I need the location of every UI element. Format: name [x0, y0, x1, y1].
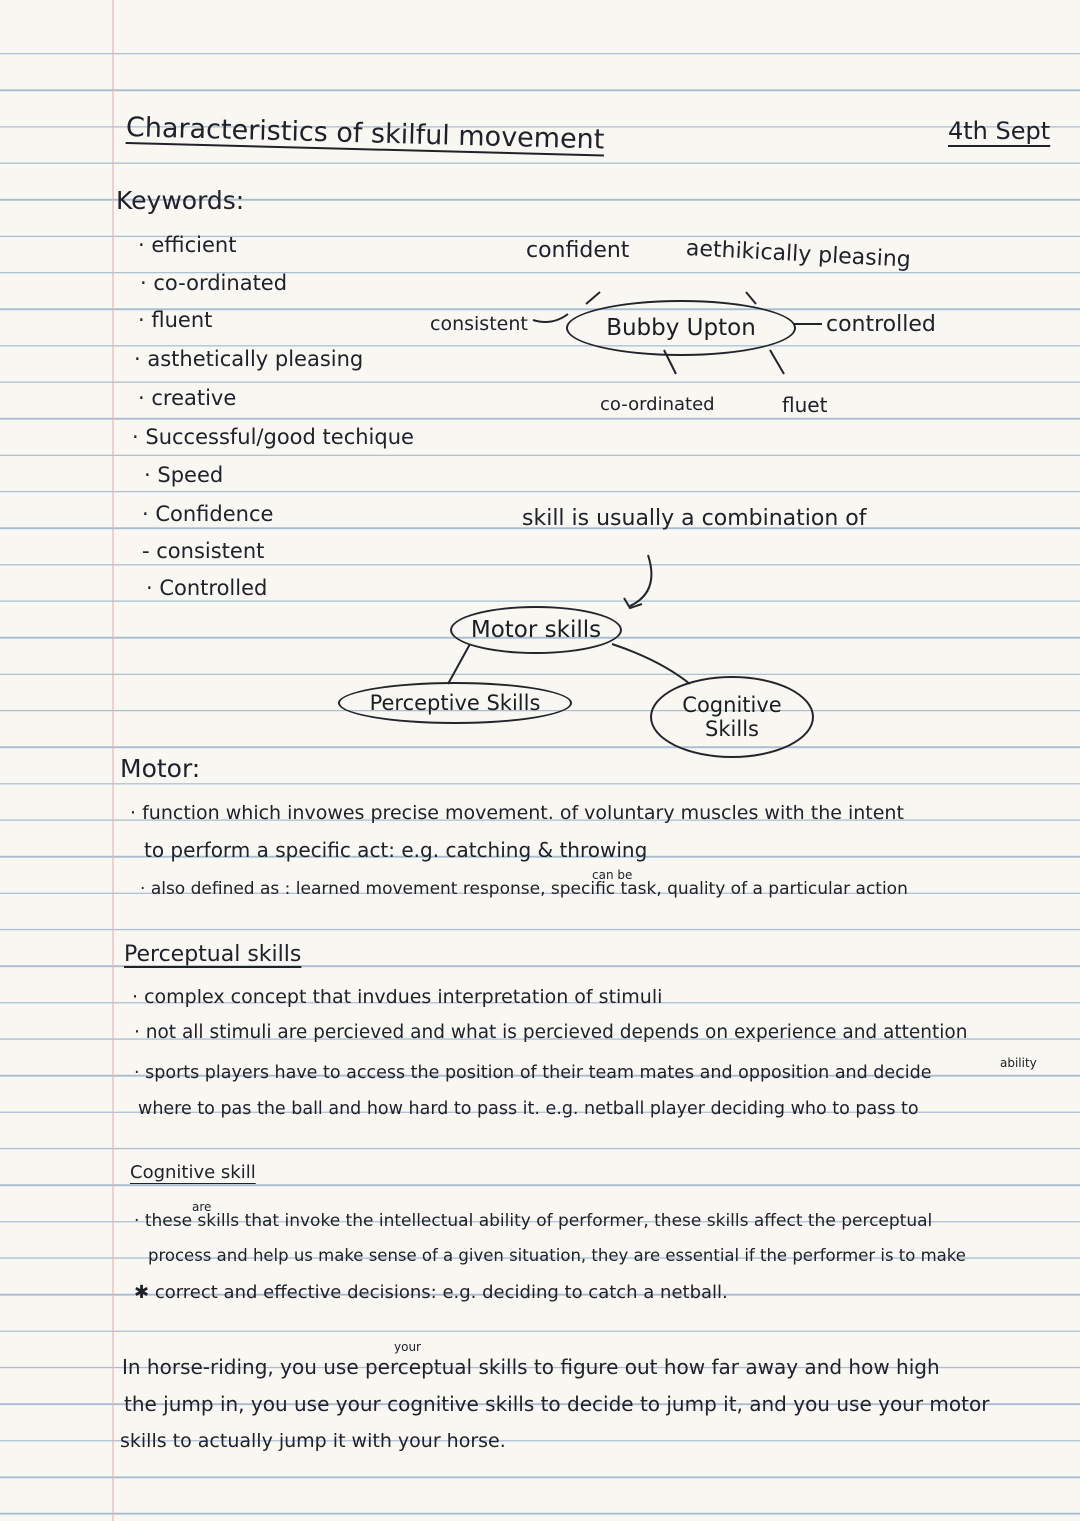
cognitive-line-3: ✱ correct and effective decisions: e.g. deciding to catch a netball. [134, 1282, 728, 1303]
mindmap-center-bubble [566, 300, 796, 356]
mindmap-aesthetic: aethikically pleasing [685, 236, 912, 273]
cognitive-note: are [192, 1200, 212, 1214]
mindmap-fluent: fluet [782, 393, 828, 417]
keyword-item: · Confidence [142, 502, 274, 526]
mindmap-consistent: consistent [430, 313, 528, 335]
keyword-item: · creative [138, 386, 237, 410]
motor-skills-label: Motor skills [470, 617, 602, 643]
horse-line-2: the jump in, you use your cognitive skills to decide to jump it, and you use your motor [124, 1392, 990, 1416]
cognitive-skills-bubble [650, 676, 814, 758]
motor-note: can be [592, 868, 633, 882]
keyword-item: · Controlled [146, 576, 268, 600]
mindmap-coordinated: co-ordinated [600, 394, 715, 415]
mindmap-center-label: Bubby Upton [606, 315, 756, 341]
keyword-item: · Successful/good techique [132, 425, 414, 449]
perceptual-line-4: where to pas the ball and how hard to pass it. e.g. netball player deciding who to pass to [138, 1099, 919, 1119]
combination-sentence: skill is usually a combination of [522, 506, 867, 531]
keyword-item: · asthetically pleasing [134, 347, 364, 371]
perceptive-skills-bubble [338, 682, 572, 724]
cognitive-heading: Cognitive skill [130, 1162, 256, 1183]
motor-line-2: to perform a specific act: e.g. catching & throwing [144, 838, 648, 862]
cognitive-label-1: Cognitive [682, 693, 782, 717]
perceptive-skills-label: Perceptive Skills [369, 691, 541, 715]
keyword-item: · fluent [138, 308, 213, 332]
horse-line-3: skills to actually jump it with your horse. [120, 1430, 506, 1452]
keyword-item: - consistent [142, 539, 265, 563]
page-title: Characteristics of skilful movement [125, 112, 605, 156]
keyword-item: · efficient [138, 233, 237, 257]
cognitive-line-1: · these skills that invoke the intellectual ability of performer, these skills affect the perceptual [134, 1211, 933, 1231]
motor-line-1: · function which invowes precise movement. of voluntary muscles with the intent [130, 802, 904, 824]
mindmap-confident: confident [526, 238, 630, 263]
perceptual-line-2: · not all stimuli are percieved and what is percieved depends on experience and attention [134, 1022, 968, 1043]
motor-heading: Motor: [120, 754, 201, 783]
cognitive-label-2: Skills [705, 717, 759, 741]
horse-note: your [394, 1340, 421, 1354]
mindmap-controlled: controlled [826, 312, 936, 337]
horse-line-1: In horse-riding, you use perceptual skills to figure out how far away and how high [122, 1355, 940, 1379]
perceptual-heading: Perceptual skills [124, 942, 302, 967]
perceptual-line-1: · complex concept that invdues interpretation of stimuli [132, 986, 663, 1008]
keyword-item: · Speed [144, 463, 224, 487]
keyword-item: · co-ordinated [140, 271, 288, 295]
date: 4th Sept [948, 117, 1051, 145]
keywords-heading: Keywords: [116, 186, 245, 215]
motor-line-3: · also defined as : learned movement response, specific task, quality of a particular action [140, 879, 908, 899]
perceptual-line-3: · sports players have to access the position of their team mates and opposition and decide [134, 1063, 932, 1083]
cognitive-line-2: process and help us make sense of a given situation, they are essential if the performer is to make [148, 1246, 966, 1265]
perceptual-note: ability [1000, 1056, 1037, 1070]
motor-skills-bubble [450, 606, 622, 654]
